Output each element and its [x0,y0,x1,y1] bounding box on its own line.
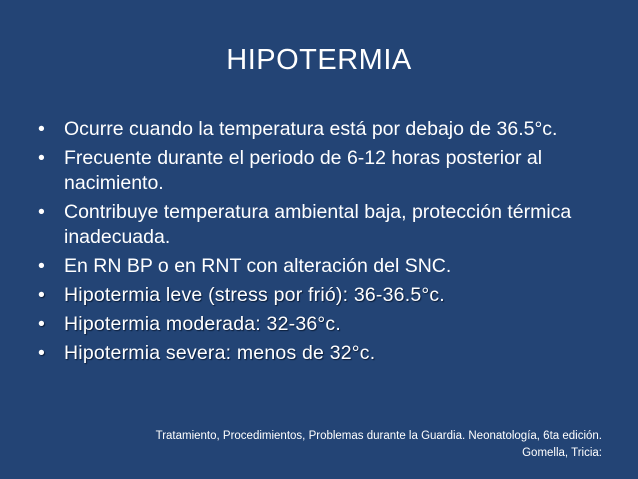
bullet-item-mild-hypothermia [38,283,618,308]
citation-line-1: Tratamiento, Procedimientos, Problemas durante la Guardia. Neonatología, 6ta edición. [155,430,602,442]
slide-title: HIPOTERMIA [226,44,412,76]
bullet-item-risk-groups [38,254,618,279]
bullet-item-moderate-hypothermia [38,312,618,337]
bullet-dot-icon: • [38,201,45,223]
bullet-text: Hipotermia moderada: 32-36°c. [64,313,341,335]
bullet-text: Frecuente durante el periodo de 6-12 horas posterior al nacimiento. [64,147,543,194]
bullet-text: Hipotermia severa: menos de 32°c. [64,342,376,364]
bullet-text: Ocurre cuando la temperatura está por debajo de 36.5°c. [64,118,558,140]
bullet-item-temperature-definition [38,117,618,142]
bullet-item-severe-hypothermia [38,341,618,366]
bullet-dot-icon: • [38,147,45,169]
bullet-dot-icon: • [38,313,46,335]
bullet-item-frequency [38,146,618,196]
bullet-dot-icon: • [38,118,45,140]
bullet-dot-icon: • [38,342,46,364]
bullet-text: En RN BP o en RNT con alteración del SNC. [64,255,452,277]
bullet-item-contributing-factors [38,200,618,250]
bullet-text: Hipotermia leve (stress por frió): 36-36.5°c. [64,284,445,306]
bullet-dot-icon: • [38,284,46,306]
citation-line-2: Gomella, Tricia: [522,447,602,459]
citation [60,428,602,462]
bullet-list [38,117,618,370]
bullet-text: Contribuye temperatura ambiental baja, protección térmica inadecuada. [64,201,572,248]
bullet-dot-icon: • [38,255,45,277]
